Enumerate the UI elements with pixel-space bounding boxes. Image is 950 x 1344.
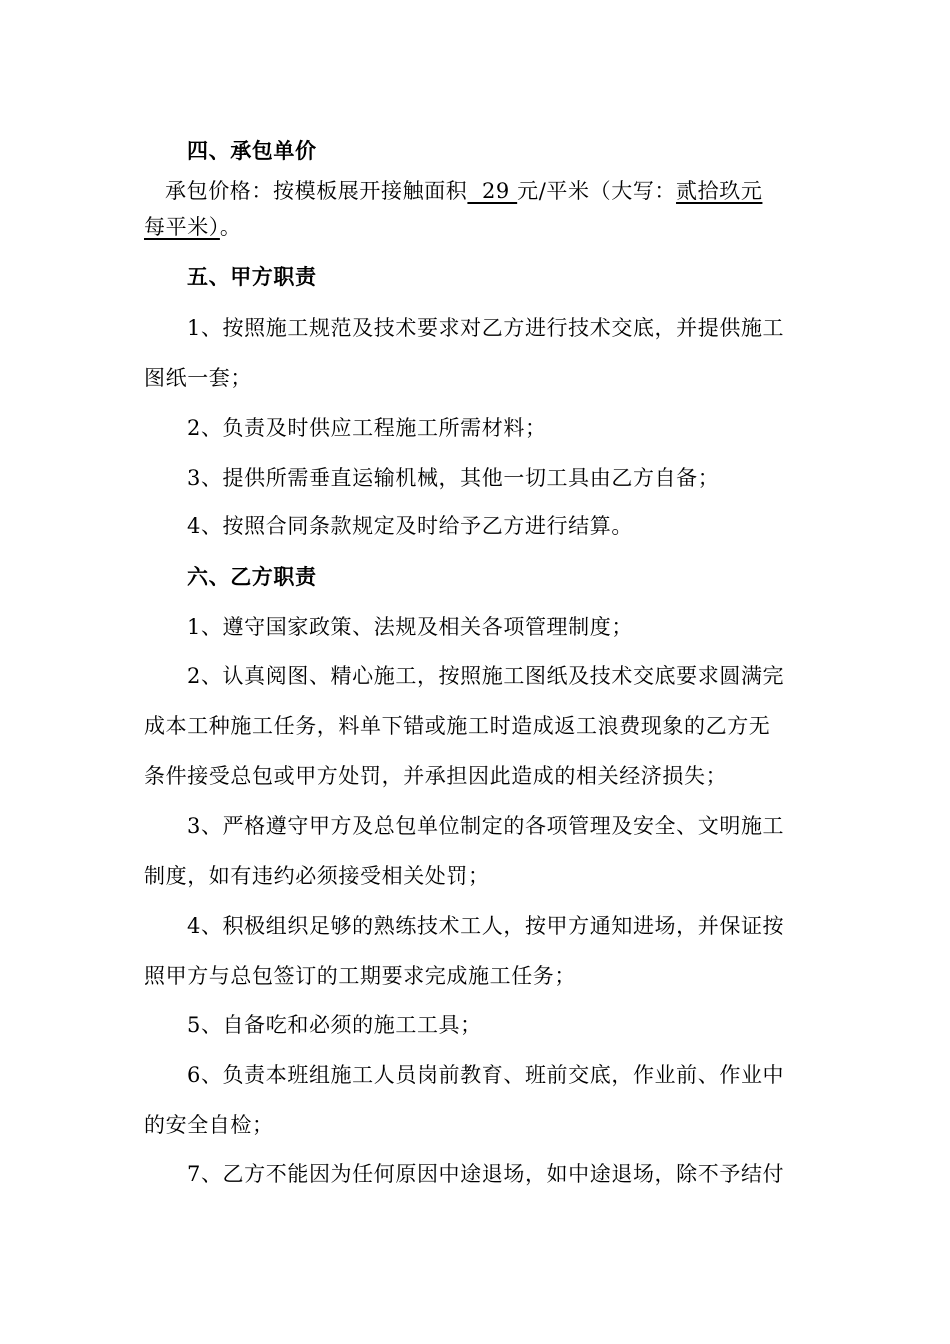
party-b-item-6-line-2: 的安全自检；: [144, 1113, 274, 1137]
section-heading-5: 五、甲方职责: [187, 264, 317, 289]
party-b-item-2-line-3: 条件接受总包或甲方处罚，并承担因此造成的相关经济损失；: [144, 764, 728, 788]
party-b-item-6-line-1: 6、负责本班组施工人员岗前教育、班前交底，作业前、作业中: [187, 1063, 785, 1087]
party-b-item-3-line-1: 3、严格遵守甲方及总包单位制定的各项管理及安全、文明施工: [187, 814, 785, 838]
price-value: 29: [467, 179, 518, 203]
party-a-item-1-line-2: 图纸一套；: [144, 366, 252, 390]
party-b-item-2-line-2: 成本工种施工任务，料单下错或施工时造成返工浪费现象的乙方无: [144, 714, 771, 738]
party-a-item-1-line-1: 1、按照施工规范及技术要求对乙方进行技术交底，并提供施工: [187, 316, 785, 340]
party-b-item-4-line-2: 照甲方与总包签订的工期要求完成施工任务；: [144, 964, 576, 988]
party-a-item-4: 4、按照合同条款规定及时给予乙方进行结算。: [187, 514, 633, 538]
section-heading-6: 六、乙方职责: [187, 564, 317, 589]
price-upper-2: 每平米）: [144, 215, 220, 239]
price-end: 。: [219, 215, 242, 239]
party-b-item-5: 5、自备吃和必须的施工工具；: [187, 1013, 482, 1037]
party-b-item-4-line-1: 4、积极组织足够的熟练技术工人，按甲方通知进场，并保证按: [187, 914, 785, 938]
party-a-item-3: 3、提供所需垂直运输机械，其他一切工具由乙方自备；: [187, 466, 720, 490]
price-line-2: [144, 212, 242, 242]
price-unit: 元/平米（大写：: [517, 179, 677, 203]
party-b-item-2-line-1: 2、认真阅图、精心施工，按照施工图纸及技术交底要求圆满完: [187, 664, 785, 688]
section-heading-4: 四、承包单价: [187, 138, 317, 163]
party-b-item-3-line-2: 制度，如有违约必须接受相关处罚；: [144, 864, 490, 888]
party-a-item-2: 2、负责及时供应工程施工所需材料；: [187, 416, 547, 440]
price-upper-1: 贰拾玖元: [676, 179, 763, 203]
price-line: [165, 176, 762, 206]
party-b-item-1: 1、遵守国家政策、法规及相关各项管理制度；: [187, 615, 633, 639]
party-b-item-7-line-1: 7、乙方不能因为任何原因中途退场，如中途退场，除不予结付: [187, 1162, 785, 1186]
price-label: 承包价格：按模板展开接触面积: [165, 179, 468, 203]
